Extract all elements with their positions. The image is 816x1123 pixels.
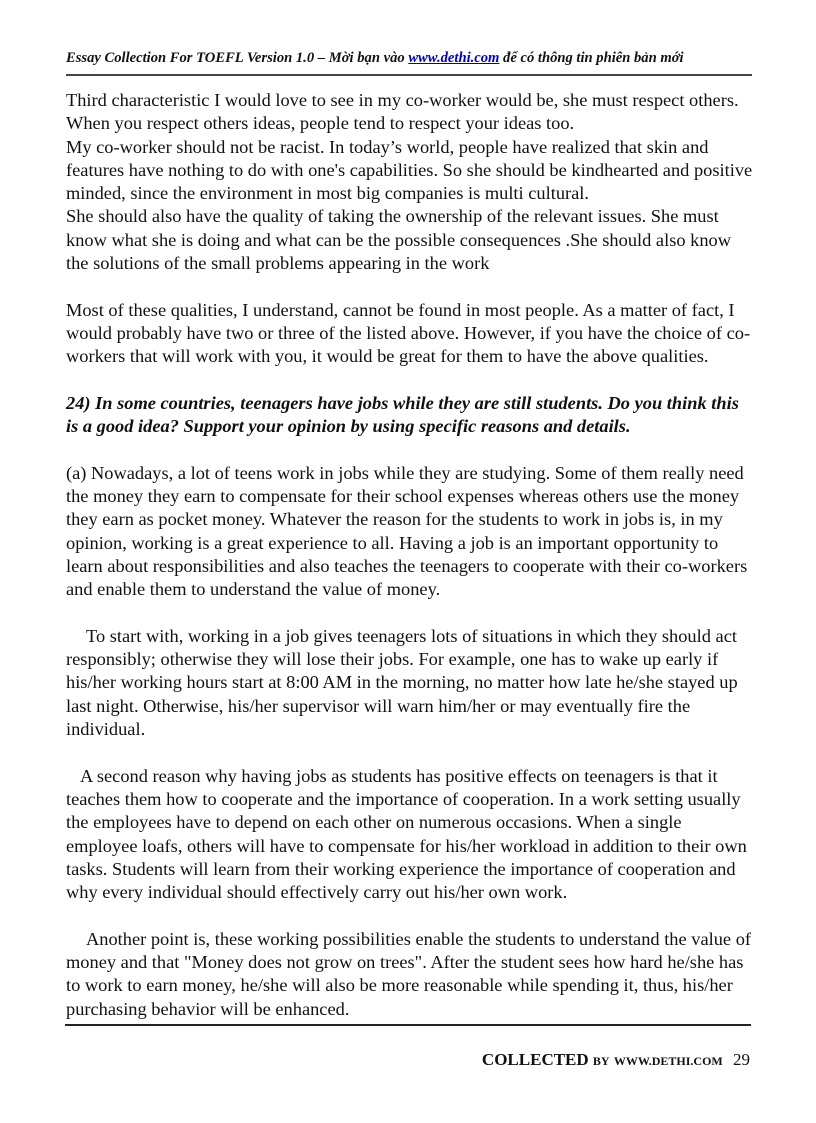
footer-collected: COLLECTED [481,1050,589,1069]
paragraph: She should also have the quality of taking the ownership of the relevant issues. She must know what she is doing and what can be the possible consequences .She should also know the solutions of the small problems appearing in the work [66,206,732,274]
footer-by: BY [592,1054,610,1068]
page-number: 29 [733,1050,750,1069]
paragraph: (a) Nowadays, a lot of teens work in jobs while they are studying. Some of them really need the money they earn to compensate for their school expenses whereas others use the money they earn as pocket money. Whatever the reason for the students to work in jobs is, in my opinion, working is a great experience to all. Having a job is an important opportunity to learn about responsibilities and also teaches the teenagers to cooperate with their co-workers and enable them to understand the value of money. [66,462,748,600]
footer-divider [65,1024,751,1026]
paragraph: My co-worker should not be racist. In today’s world, people have realized that skin and features have nothing to do with one's capabilities. So she should be kindhearted and positive minded, since the environment in most big companies is multi cultural. [66,136,753,204]
paragraph: A second reason why having jobs as students has positive effects on teenagers is that it teaches them how to cooperate and the importance of cooperation. In a work setting usually the employees have to depend on each other on numerous occasions. When a single employee loafs, others will have to compensate for his/her workload in addition to their own tasks. Students will learn from their working experience the importance of cooperation and why every individual should effectively carry out his/her own work. [66,765,747,903]
page-header [66,50,752,76]
essay-content [66,89,754,1021]
paragraph: Another point is, these working possibilities enable the students to understand the value of money and that "Money does not grow on trees". After the student sees how hard he/she has to work to earn money, he/she will also be more reasonable while spending it, thus, his/her purchasing behavior will be enhanced. [66,928,752,1019]
header-prefix: Essay Collection For TOEFL Version 1.0 – Mời bạn vào [66,50,409,66]
header-link[interactable]: www.dethi.com [408,50,500,66]
paragraph: Most of these qualities, I understand, cannot be found in most people. As a matter of fact, I would probably have two or three of the listed above. However, if you have the choice of co-workers that will work with you, it would be great for them to have the above qualities. [66,299,751,367]
page-footer [482,1050,750,1070]
paragraph: Third characteristic I would love to see in my co-worker would be, she must respect others. When you respect others ideas, people tend to respect your ideas too. [66,90,739,134]
essay-question: 24) In some countries, teenagers have jobs while they are still students. Do you think this is a good idea? Support your opinion by using specific reasons and details. [66,392,739,437]
footer-site: WWW.DETHI.COM [613,1054,723,1068]
paragraph: To start with, working in a job gives teenagers lots of situations in which they should act responsibly; otherwise they will lose their jobs. For example, one has to wake up early if his/her working hours start at 8:00 AM in the morning, no matter how late he/she stayed up last night. Otherwise, his/her supervisor will warn him/her or may eventually fire the individual. [66,625,738,740]
header-suffix: để có thông tin phiên bản mới [499,50,684,66]
